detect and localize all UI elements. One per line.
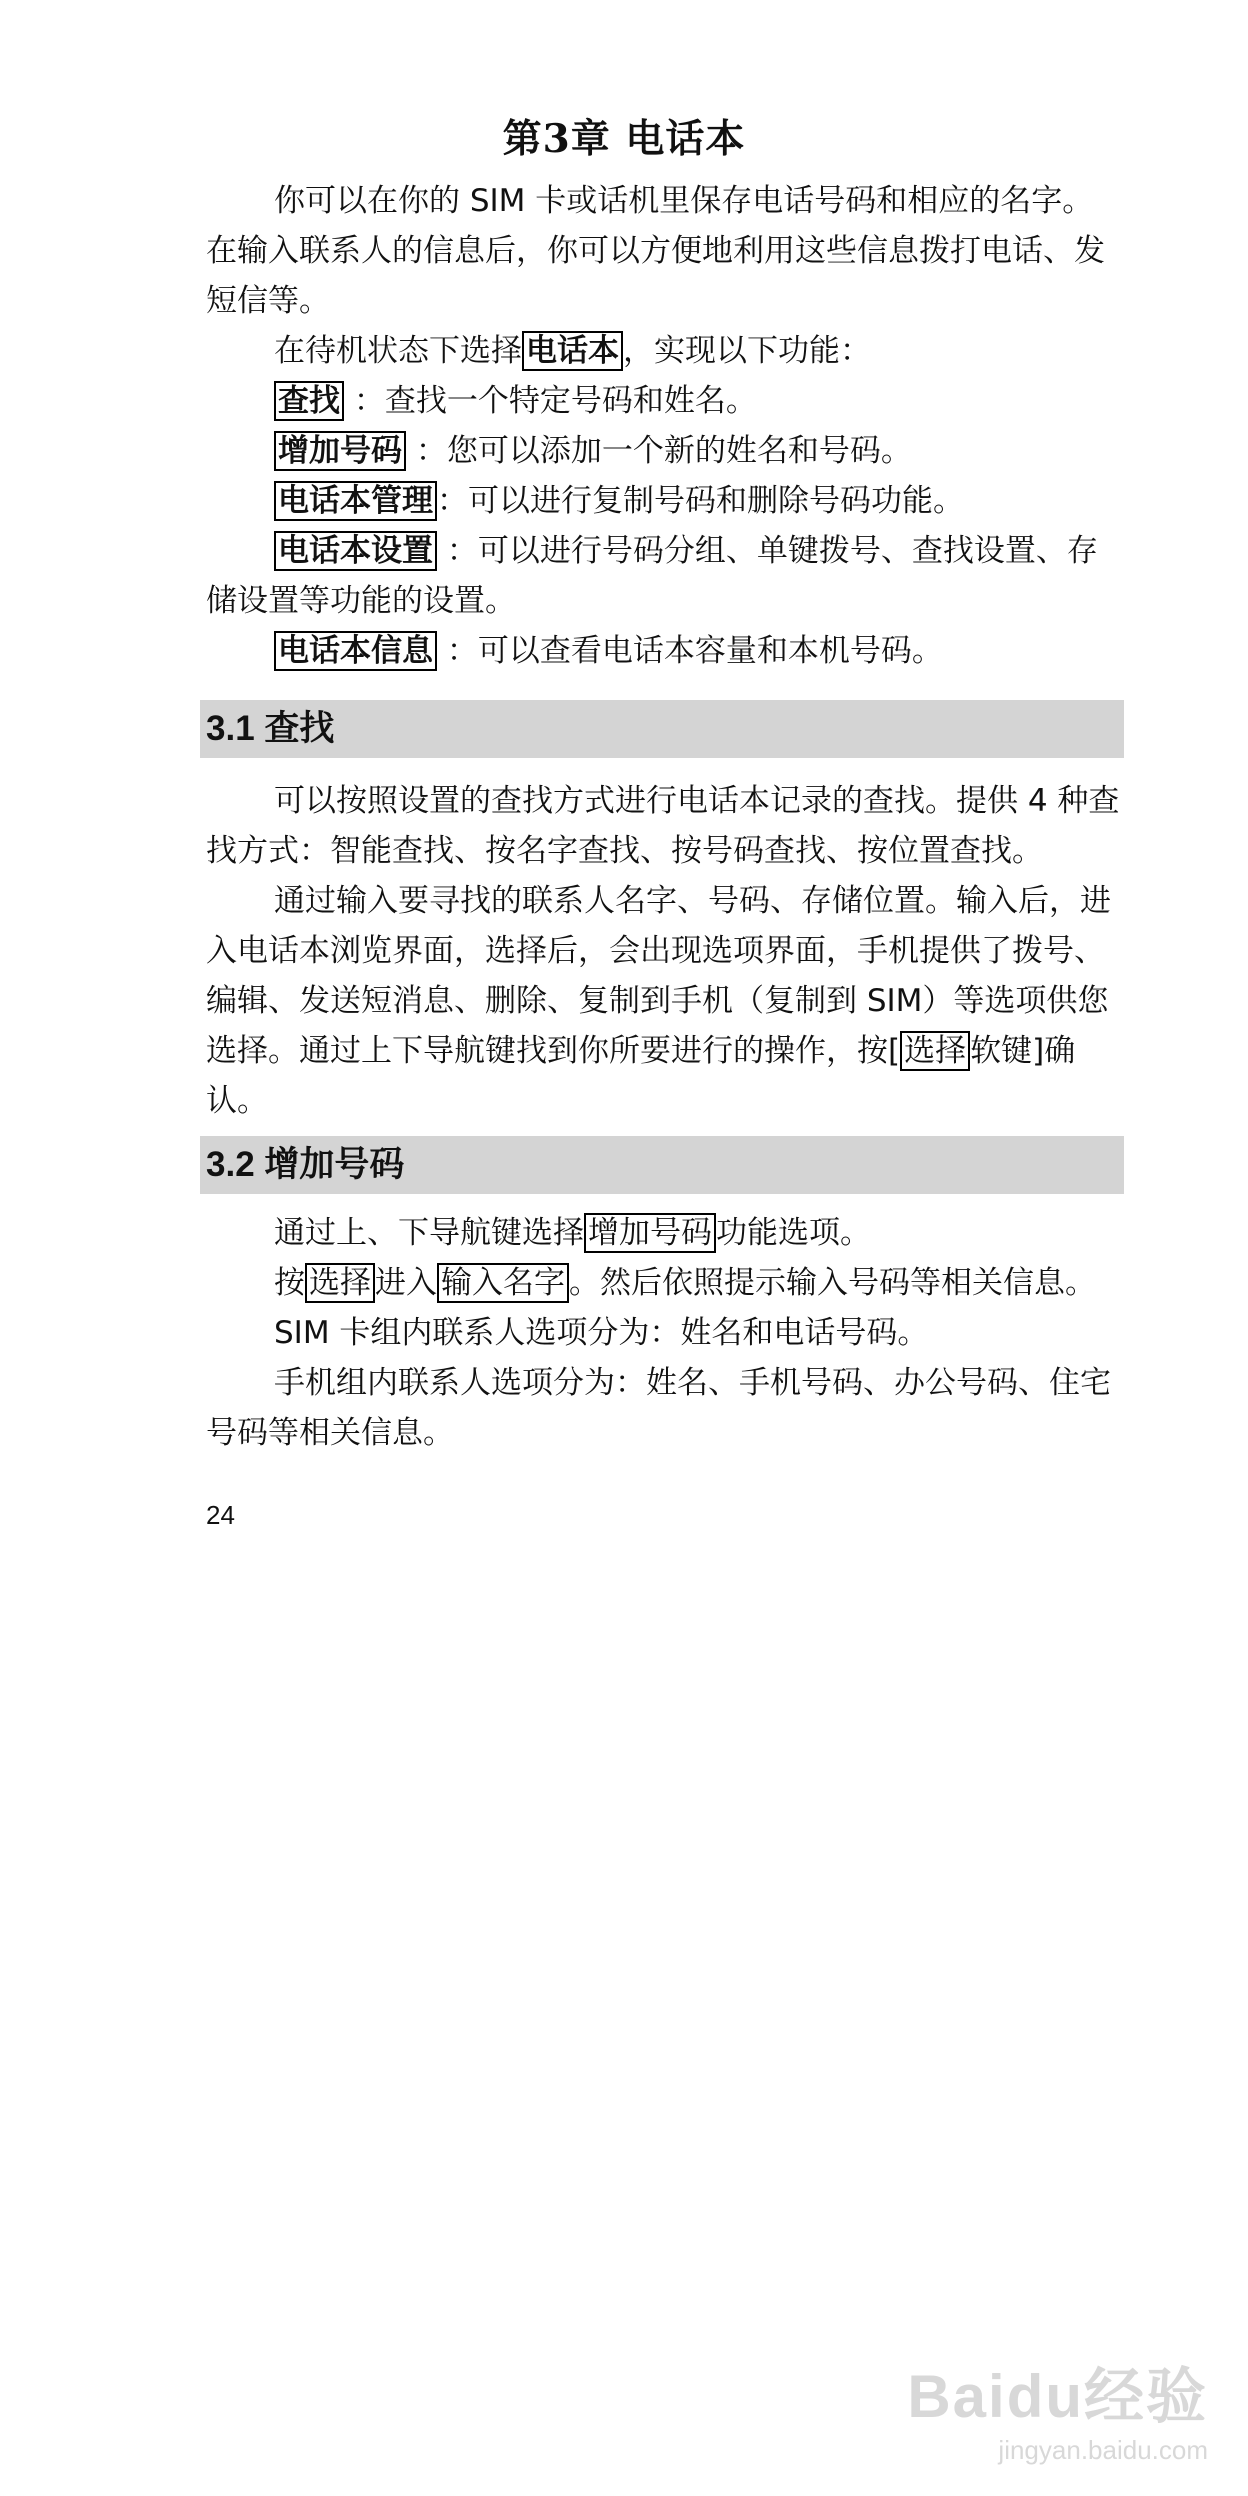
function-item-manage: 电话本管理 ：可以进行复制号码和删除号码功能。 [206,476,1122,526]
select-key-box: 选择 [900,1031,970,1071]
section-2-paragraph-1: 通过上、下导航键选择 增加号码 功能选项。 [274,1215,871,1251]
section-heading-3-1: 3.1 查找 [200,700,1124,758]
function-item-search: 查找 ：查找一个特定号码和姓名。 [206,376,1122,426]
section-1-paragraph-1: 可以按照设置的查找方式进行电话本记录的查找。提供 4 种查找方式：智能查找、按名字查找、按号码查找、按位置查找。 [206,783,1120,869]
section-2-paragraph-2: 按 选择 进入 输入名字 。然后依照提示输入号码等相关信息。 [274,1265,1096,1301]
function-item-add: 增加号码 ：您可以添加一个新的姓名和号码。 [206,426,1122,476]
section-1-paragraph-2: 通过输入要寻找的联系人名字、号码、存储位置。输入后，进入电话本浏览界面，选择后，会出现选项界面，手机提供了拨号、编辑、发送短消息、删除、复制到手机（复制到 SIM）等选项供您选择。通过上下导航键找到你所要进行的操作，按[ 选择 软键]确认。 [206,883,1111,1119]
section-2-paragraph-3: SIM 卡组内联系人选项分为：姓名和电话号码。 [274,1315,929,1351]
function-item-settings: 电话本设置 ：可以进行号码分组、单键拨号、查找设置、存储设置等功能的设置。 [206,533,1098,619]
phonebook-box: 电话本 [522,331,623,371]
intro-block [206,176,1122,676]
watermark-logo: Baidu经验 [907,2363,1208,2430]
watermark [907,2349,1208,2466]
watermark-url: jingyan.baidu.com [998,2435,1208,2465]
section-2-body [206,1208,1122,1458]
function-item-info: 电话本信息 ：可以查看电话本容量和本机号码。 [206,626,1122,676]
page-number: 24 [206,1500,235,1530]
select-box: 选择 [305,1263,375,1303]
section-2-paragraph-4: 手机组内联系人选项分为：姓名、手机号码、办公号码、住宅号码等相关信息。 [206,1365,1111,1451]
add-number-box: 增加号码 [584,1213,716,1253]
section-heading-3-2: 3.2 增加号码 [200,1136,1124,1194]
chapter-title: 第3章 电话本 [502,116,746,162]
intro-paragraph: 你可以在你的 SIM 卡或话机里保存电话号码和相应的名字。在输入联系人的信息后，你可以方便地利用这些信息拨打电话、发短信等。 [206,183,1105,319]
section-1-body [206,776,1122,1126]
enter-name-box: 输入名字 [437,1263,569,1303]
intro-standby-line: 在待机状态下选择 电话本 ，实现以下功能： [274,333,871,369]
